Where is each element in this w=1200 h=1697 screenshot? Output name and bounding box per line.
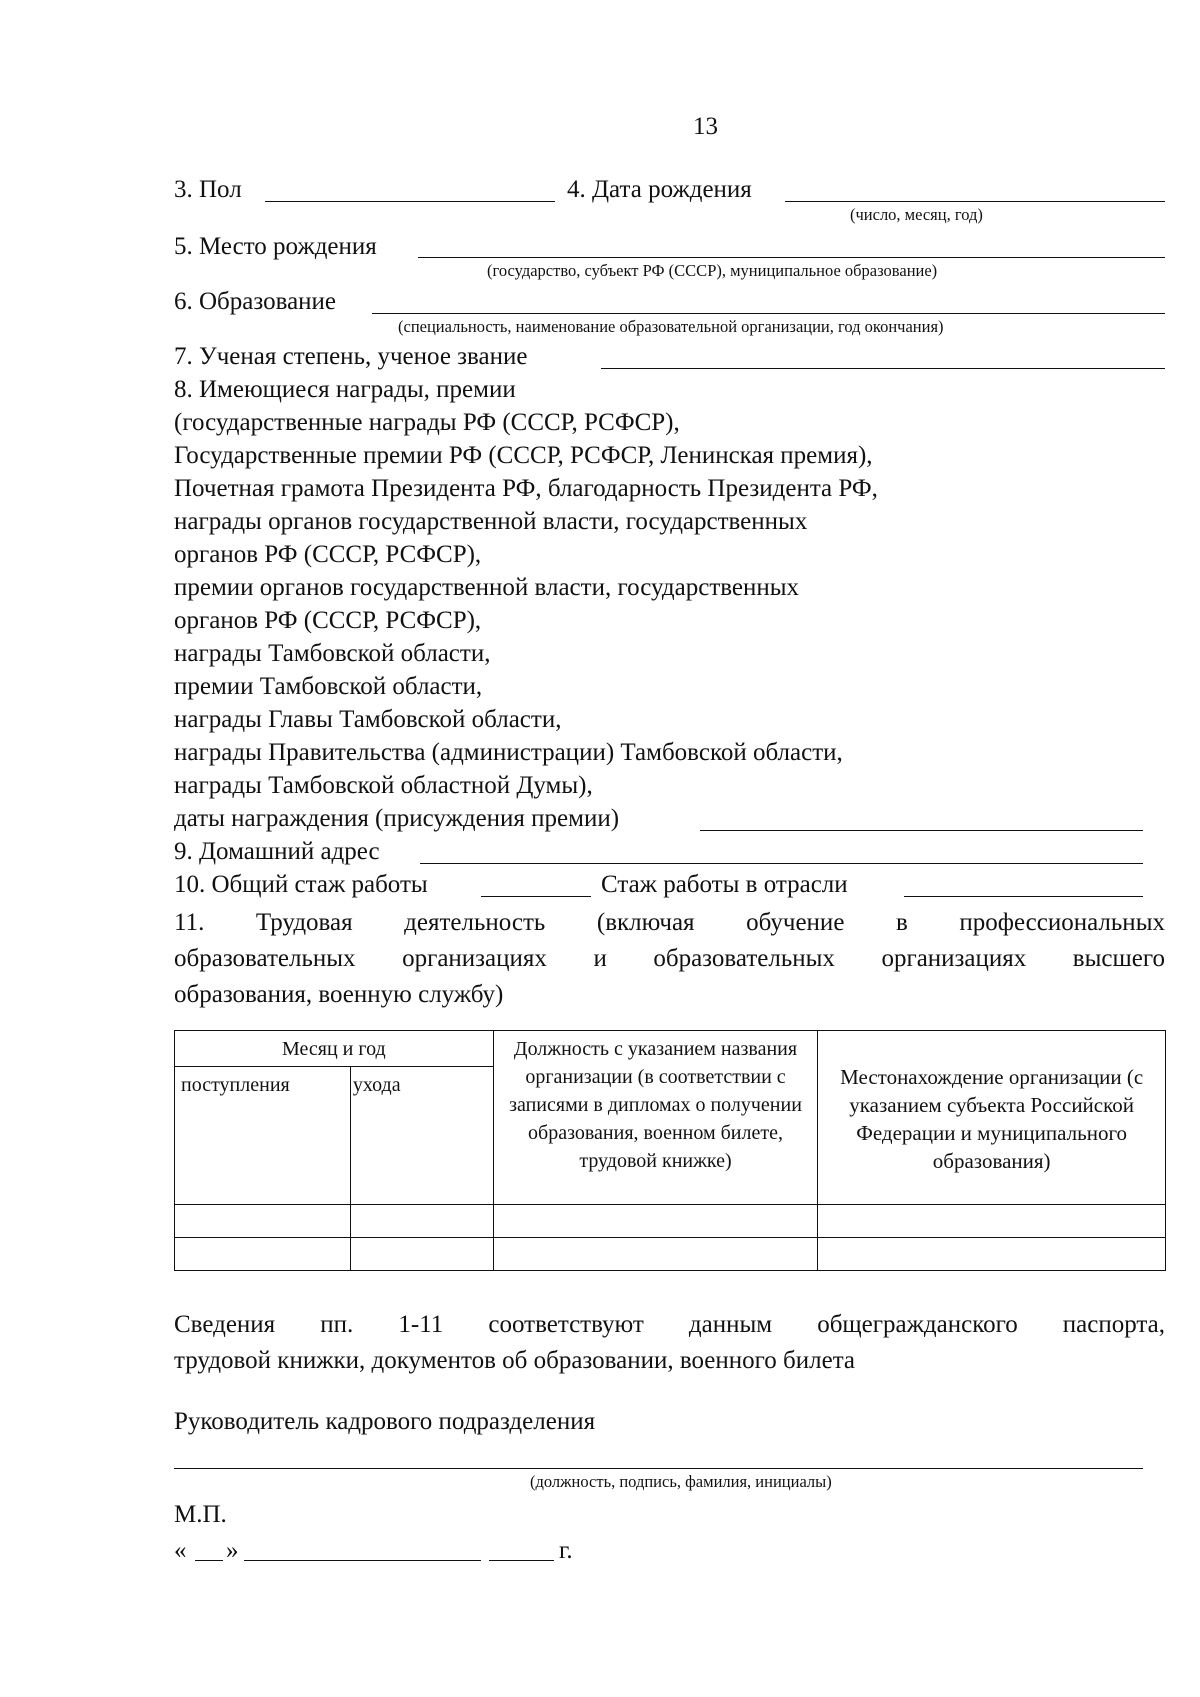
awards-line: награды органов государственной власти, государственных	[174, 508, 808, 535]
awards-line: органов РФ (СССР, РСФСР),	[174, 541, 482, 568]
awards-line: Почетная грамота Президента РФ, благодарность Президента РФ,	[174, 475, 878, 502]
admission-header: поступления	[175, 1067, 351, 1205]
work-history-table	[174, 1030, 1166, 1271]
education-hint: (специальность, наименование образовательной организации, год окончания)	[398, 317, 944, 336]
admission-cell[interactable]	[175, 1205, 351, 1238]
position-cell[interactable]	[493, 1205, 818, 1238]
birth-place-hint: (государство, субъект РФ (СССР), муниципальное образование)	[487, 261, 938, 280]
awards-title: 8. Имеющиеся награды, премии	[174, 376, 516, 403]
industry-experience-label: Стаж работы в отрасли	[601, 871, 848, 898]
awards-line: органов РФ (СССР, РСФСР),	[174, 607, 482, 634]
hr-head-label: Руководитель кадрового подразделения	[174, 1408, 596, 1435]
awards-line: награды Главы Тамбовской области,	[174, 706, 562, 733]
location-cell[interactable]	[818, 1238, 1166, 1271]
birth-date-field[interactable]	[785, 201, 1165, 202]
date-open-quote: «	[174, 1537, 187, 1564]
sex-field[interactable]	[265, 201, 555, 202]
work-history-line: образования, военную службу)	[174, 981, 504, 1008]
awards-line: награды Тамбовской областной Думы),	[174, 772, 593, 799]
hr-signature-field[interactable]	[174, 1468, 1143, 1469]
date-month-field[interactable]	[244, 1560, 481, 1561]
total-experience-label: 10. Общий стаж работы	[174, 871, 428, 898]
awards-line: Государственные премии РФ (СССР, РСФСР, Ленинская премия),	[174, 442, 873, 469]
awards-line: награды Правительства (администрации) Тамбовской области,	[174, 739, 843, 766]
awards-line: премии органов государственной власти, государственных	[174, 574, 800, 601]
statement-line: трудовой книжки, документов об образовании, военного билета	[174, 1347, 856, 1374]
month-year-header: Месяц и год	[175, 1031, 494, 1067]
location-cell[interactable]	[818, 1205, 1166, 1238]
awards-line: (государственные награды РФ (СССР, РСФСР),	[174, 409, 680, 436]
industry-experience-field[interactable]	[904, 896, 1143, 897]
birth-date-hint: (число, месяц, год)	[850, 205, 983, 224]
location-header: Местонахождение организации (с указанием субъекта Российской Федерации и муниципального образования)	[818, 1031, 1166, 1205]
date-close-quote: »	[226, 1537, 239, 1564]
leaving-header: ухода	[350, 1067, 493, 1205]
address-label: 9. Домашний адрес	[174, 838, 380, 865]
hr-signature-hint: (должность, подпись, фамилия, инициалы)	[530, 1472, 832, 1491]
award-dates-field[interactable]	[700, 830, 1143, 831]
address-field[interactable]	[420, 863, 1143, 864]
statement-line: Сведения пп. 1-11 соответствуют данным общегражданского паспорта,	[174, 1311, 1165, 1338]
date-year-field[interactable]	[489, 1560, 554, 1561]
admission-cell[interactable]	[175, 1238, 351, 1271]
birth-place-field[interactable]	[418, 257, 1165, 258]
stamp-label: М.П.	[174, 1501, 227, 1528]
education-label: 6. Образование	[174, 288, 337, 315]
birth-date-label: 4. Дата рождения	[567, 176, 752, 203]
award-dates-label: даты награждения (присуждения премии)	[174, 805, 620, 832]
page-number: 13	[693, 113, 718, 140]
awards-line: премии Тамбовской области,	[174, 673, 483, 700]
sex-label: 3. Пол	[174, 176, 242, 203]
work-history-line: 11. Трудовая деятельность (включая обучение в профессиональных	[174, 909, 1165, 936]
degree-field[interactable]	[601, 368, 1165, 369]
leaving-cell[interactable]	[350, 1205, 493, 1238]
work-history-line: образовательных организациях и образовательных организациях высшего	[174, 945, 1165, 972]
education-field[interactable]	[372, 313, 1165, 314]
awards-line: награды Тамбовской области,	[174, 640, 491, 667]
birth-place-label: 5. Место рождения	[174, 233, 377, 260]
degree-label: 7. Ученая степень, ученое звание	[174, 343, 528, 370]
date-year-suffix: г.	[559, 1537, 573, 1564]
position-header: Должность с указанием названия организации (в соответствии с записями в дипломах о получении образования, военном билете, трудовой книжке)	[493, 1031, 818, 1205]
position-cell[interactable]	[493, 1238, 818, 1271]
leaving-cell[interactable]	[350, 1238, 493, 1271]
total-experience-field[interactable]	[481, 896, 591, 897]
date-day-field[interactable]	[195, 1560, 223, 1561]
